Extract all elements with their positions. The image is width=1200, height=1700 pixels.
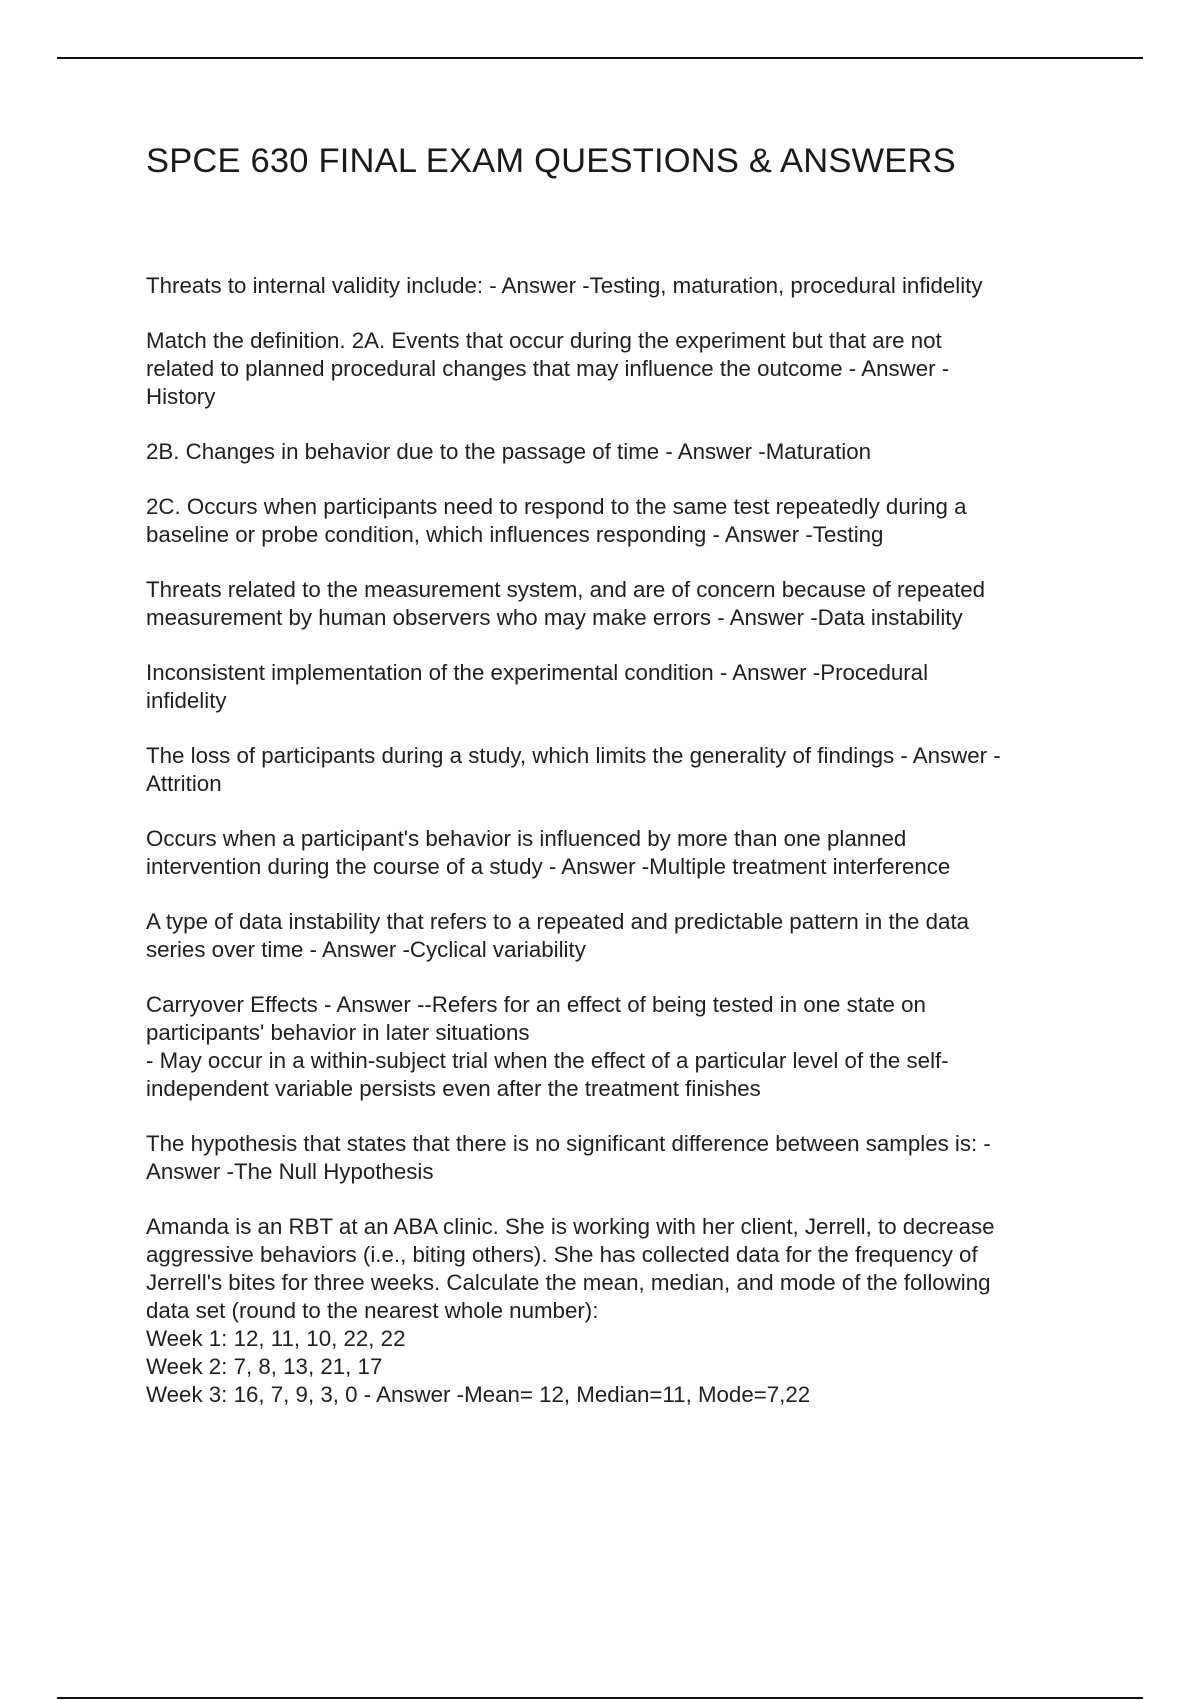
qa-item: Occurs when a participant's behavior is influenced by more than one planned intervention during the course of a study - Answer -Multiple treatment interference — [146, 826, 951, 879]
qa-item: Amanda is an RBT at an ABA clinic. She is working with her client, Jerrell, to decrease aggressive behaviors (i.e., biting others). She has collected data for the frequency of Jerrell's bites for three weeks. Calculate the mean, median, and mode of the following data set (round to the nearest whole number): Week 1: 12, 11, 10, 22, 22 Week 2: 7, 8, 13, 21, 17 Week 3: 16, 7, 9, 3, 0 - Answer -Mean= 12, Median=11, Mode=7,22 — [146, 1214, 995, 1407]
qa-item: The loss of participants during a study, which limits the generality of findings - Answer - Attrition — [146, 743, 1001, 796]
qa-item: Match the definition. 2A. Events that occur during the experiment but that are not related to planned procedural changes that may influence the outcome - Answer - History — [146, 328, 950, 409]
top-rule — [57, 57, 1143, 59]
qa-item: Inconsistent implementation of the experimental condition - Answer -Procedural infidelity — [146, 660, 929, 713]
qa-item: The hypothesis that states that there is no significant difference between samples is: - Answer -The Null Hypothesis — [146, 1131, 991, 1184]
qa-item: Carryover Effects - Answer --Refers for an effect of being tested in one state on participants' behavior in later situations - May occur in a within-subject trial when the effect of a particular level of the self- independent variable persists even after the treatment finishes — [146, 992, 949, 1101]
qa-list — [146, 272, 1096, 1436]
qa-item: Threats related to the measurement system, and are of concern because of repeated measurement by human observers who may make errors - Answer -Data instability — [146, 577, 986, 630]
qa-item: 2C. Occurs when participants need to respond to the same test repeatedly during a baseline or probe condition, which influences responding - Answer -Testing — [146, 494, 967, 547]
qa-item: A type of data instability that refers to a repeated and predictable pattern in the data series over time - Answer -Cyclical variability — [146, 909, 970, 962]
qa-item: Threats to internal validity include: - Answer -Testing, maturation, procedural infidelity — [146, 273, 983, 298]
bottom-rule — [57, 1697, 1143, 1699]
qa-item: 2B. Changes in behavior due to the passage of time - Answer -Maturation — [146, 439, 872, 464]
page-title: SPCE 630 FINAL EXAM QUESTIONS & ANSWERS — [146, 142, 956, 180]
